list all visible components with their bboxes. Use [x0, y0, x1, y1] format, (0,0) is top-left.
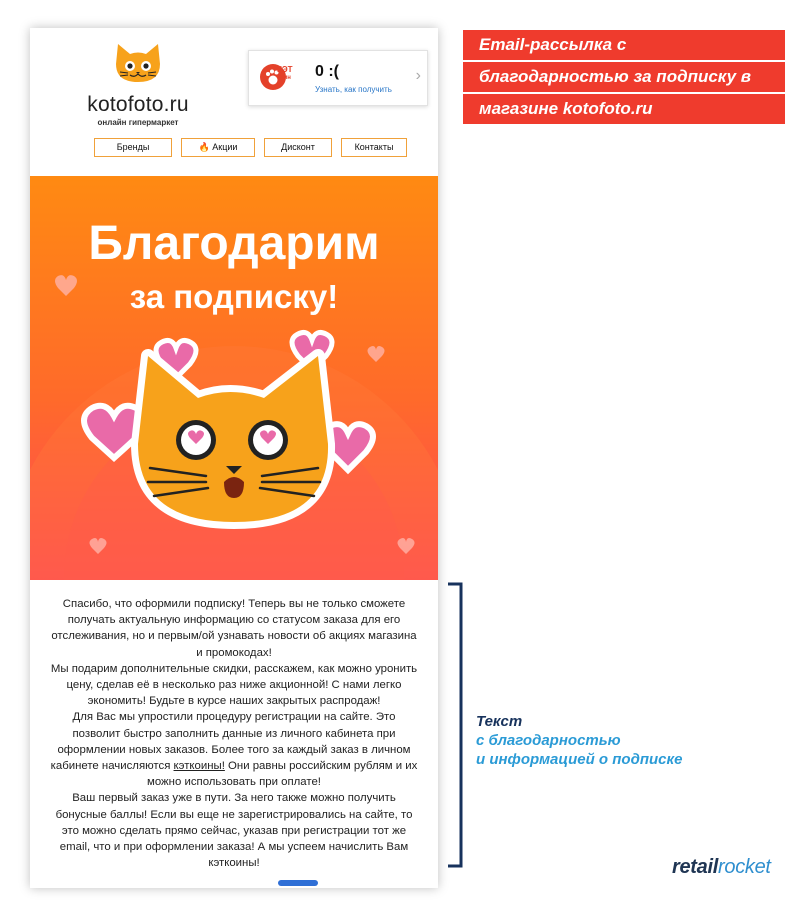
hero-subtitle: за подписку!	[129, 278, 339, 315]
text-caption	[476, 712, 682, 769]
nav-discount-label: Дисконт	[281, 142, 315, 152]
fire-icon: 🔥	[198, 142, 210, 152]
bracket-icon	[446, 582, 464, 868]
nav-contacts-label: Контакты	[354, 142, 394, 152]
caption-line-2: с благодарностью	[476, 732, 621, 749]
caption-line-3: и информацией о подписке	[476, 751, 683, 768]
cat-coin-widget[interactable]	[248, 50, 428, 106]
coin-label-bottom: коин	[277, 75, 291, 81]
title-banner-line-2: благодарностью за подписку в	[463, 62, 785, 92]
nav-contacts-button[interactable]	[341, 138, 407, 157]
nav-sales-button[interactable]	[181, 138, 255, 157]
store-tagline: онлайн гипермаркет	[97, 118, 179, 127]
retailrocket-logo: retailrocket	[672, 856, 771, 878]
coin-how-to-get-link[interactable]: Узнать, как получить	[315, 85, 392, 94]
heart-icon	[368, 346, 385, 362]
body-paragraph: Для Вас мы упростили процедуру регистрации на сайте. Это позволит быстро заполнить данные из личного кабинета при оформлении новых заказов. Более того за каждый заказ в личном кабинете начисляются кэткоины! Они равны российским рублям и их можно использовать при оплате!	[50, 711, 418, 789]
scroll-indicator	[278, 880, 318, 886]
store-logo[interactable]	[78, 40, 198, 127]
title-banner-line-3: магазине kotofoto.ru	[463, 94, 785, 124]
email-preview	[30, 28, 438, 888]
catcoins-link[interactable]: кэткоины!	[173, 760, 225, 773]
chevron-right-icon[interactable]: ›	[415, 67, 421, 84]
hero-banner	[30, 176, 438, 580]
body-paragraph: Мы подарим дополнительные скидки, расскажем, как можно уронить цену, сделав её в несколько раз ниже акционной! С нами легко экономить! Будьте в курсе наших закрытых распродаж!	[50, 662, 418, 708]
hero-title: Благодарим	[88, 217, 380, 270]
caption-line-1: Текст	[476, 713, 523, 730]
body-paragraph: Спасибо, что оформили подписку! Теперь вы не только сможете получать актуальную информацию со статусом заказа для его отслеживания, но и первым/ой узнавать новости об акциях магазина и промокодах!	[51, 598, 417, 659]
store-name: kotofoto.ru	[87, 93, 189, 116]
email-body-text	[50, 596, 418, 871]
coin-balance: 0 :(	[315, 63, 339, 80]
cat-logo-icon	[112, 40, 164, 86]
email-nav	[94, 138, 407, 157]
title-banner-line-1: Email-рассылка с	[463, 30, 785, 60]
nav-brands-button[interactable]	[94, 138, 172, 157]
coin-label-top: КЭТ	[277, 65, 293, 74]
body-paragraph: Ваш первый заказ уже в пути. За него также можно получить бонусные баллы! Если вы еще не зарегистрировались на сайте, то это можно сделать прямо сейчас, указав при регистрации тот же email, что и при оформлении заказа! А мы успеем начислить Вам кэткоины!	[55, 792, 413, 870]
nav-discount-button[interactable]	[264, 138, 332, 157]
nav-sales-label: Акции	[212, 142, 238, 152]
nav-brands-label: Бренды	[116, 142, 150, 152]
